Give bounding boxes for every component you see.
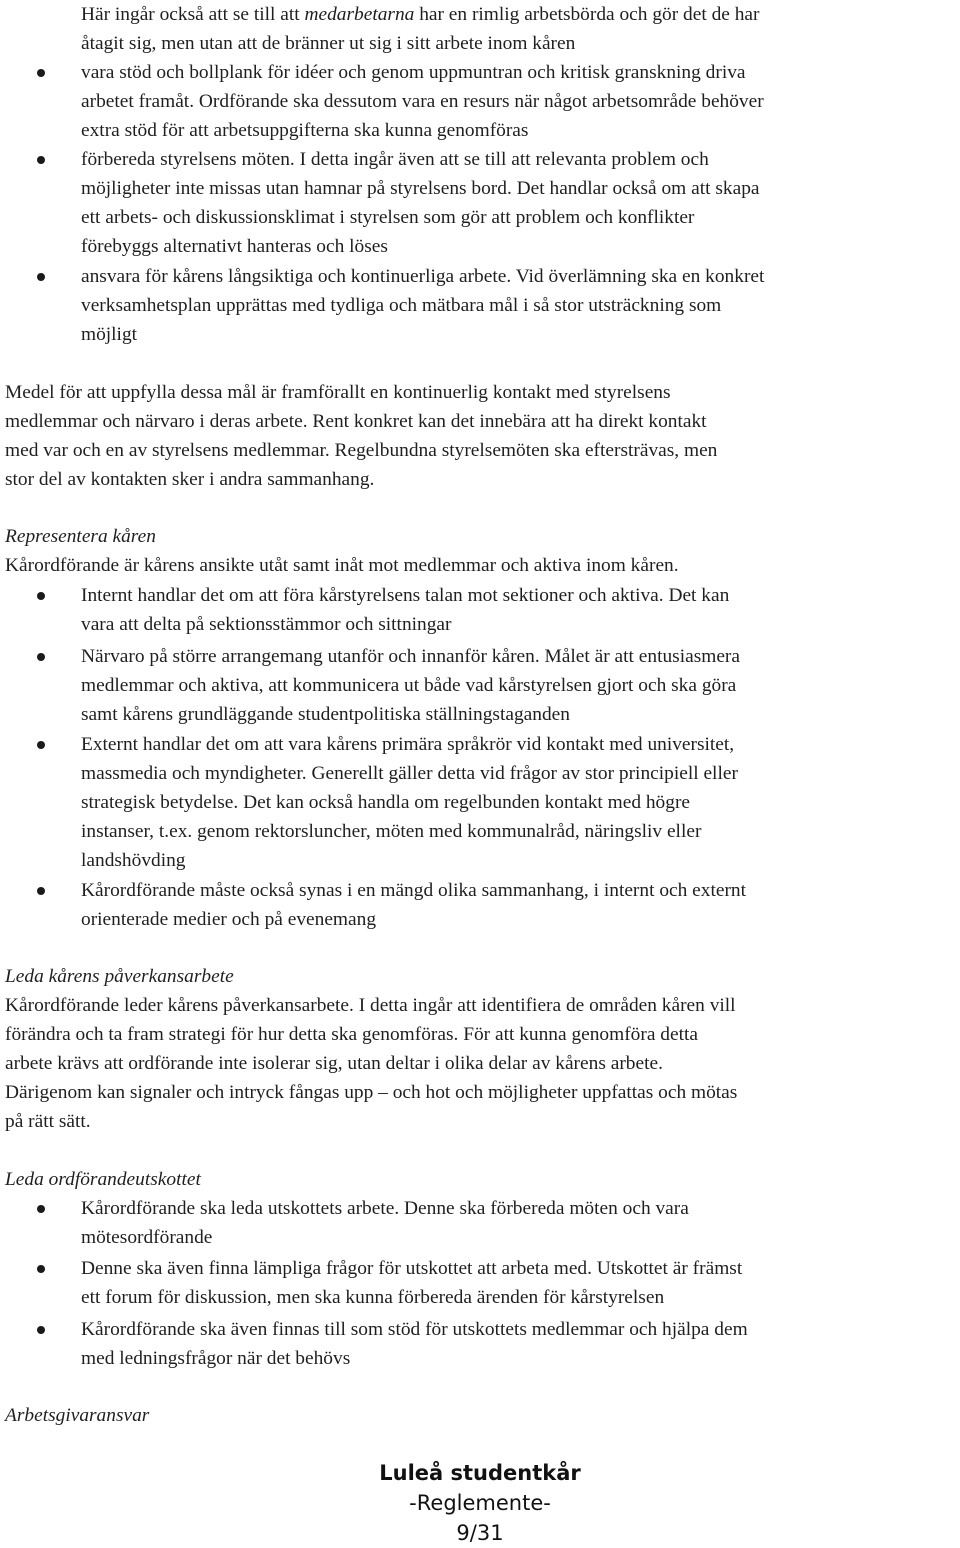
footer-organization: Luleå studentkår xyxy=(379,1461,581,1485)
bullet-icon xyxy=(37,1205,45,1213)
heading-leda-paverkansarbete: Leda kårens påverkansarbete xyxy=(5,966,234,987)
bullet-icon xyxy=(37,156,45,164)
bullet-icon xyxy=(37,741,45,749)
bullet-item: ansvara för kårens långsiktiga och kontinuerliga arbete. Vid överlämning ska en konkret verksamhetsplan upprättas med tydliga och mätbara mål i så stor utsträckning som möjligt xyxy=(81,262,957,349)
bullet-item: Kårordförande måste också synas i en mängd olika sammanhang, i internt och externt orienterade medier och på evenemang xyxy=(81,876,957,934)
bullet-item: Internt handlar det om att föra kårstyrelsens talan mot sektioner och aktiva. Det kan vara att delta på sektionsstämmor och sittningar xyxy=(81,581,957,639)
paragraph-medel: Medel för att uppfylla dessa mål är framförallt en kontinuerlig kontakt med styrelsens medlemmar och närvaro i deras arbete. Rent konkret kan det innebära att ha direkt kontakt med var och en av styrelsens medlemmar. Regelbundna styrelsemöten ska eftersträvas, men stor del av kontakten sker i andra sammanhang. xyxy=(5,382,718,490)
bullet-icon xyxy=(37,653,45,661)
bullet-item: Denne ska även finna lämpliga frågor för utskottet att arbeta med. Utskottet är främst ett forum för diskussion, men ska kunna förbereda ärenden för kårstyrelsen xyxy=(81,1254,957,1312)
representera-lead: Kårordförande är kårens ansikte utåt samt inåt mot medlemmar och aktiva inom kåren. xyxy=(5,555,679,576)
bullet-item: förbereda styrelsens möten. I detta ingår även att se till att relevanta problem och möjligheter inte missas utan hamnar på styrelsens bord. Det handlar också om att skapa ett arbets- och diskussionsklimat i styrelsen som gör att problem och konflikter förebyggs alternativt hanteras och löses xyxy=(81,145,957,261)
bullet-icon xyxy=(37,69,45,77)
page-footer xyxy=(0,1458,960,1548)
heading-leda-ordforandeutskottet: Leda ordförandeutskottet xyxy=(5,1169,201,1190)
footer-page-number: 9/31 xyxy=(456,1521,504,1545)
bullet-icon xyxy=(37,887,45,895)
heading-representera-karen: Representera kåren xyxy=(5,526,156,547)
paragraph-paverkan: Kårordförande leder kårens påverkansarbete. I detta ingår att identifiera de områden kåren vill förändra och ta fram strategi för hur detta ska genomföras. För att kunna genomföra detta arbete krävs att ordförande inte isolerar sig, utan deltar i olika delar av kårens arbete. Därigenom kan signaler och intryck fångas upp – och hot och möjligheter uppfattas och mötas på rätt sätt. xyxy=(5,995,738,1132)
intro-line-2: åtagit sig, men utan att de bränner ut sig i sitt arbete inom kåren xyxy=(81,33,576,54)
bullet-item: Kårordförande ska även finnas till som stöd för utskottets medlemmar och hjälpa dem med ledningsfrågor när det behövs xyxy=(81,1315,957,1373)
bullet-item: Kårordförande ska leda utskottets arbete. Denne ska förbereda möten och vara mötesordförande xyxy=(81,1194,957,1252)
footer-document-title: -Reglemente- xyxy=(409,1491,551,1515)
emphasis-medarbetarna: medarbetarna xyxy=(304,4,415,25)
bullet-icon xyxy=(37,592,45,600)
bullet-item: vara stöd och bollplank för idéer och genom uppmuntran och kritisk granskning driva arbetet framåt. Ordförande ska dessutom vara en resurs när något arbetsområde behöver extra stöd för att arbetsuppgifterna ska kunna genomföras xyxy=(81,58,957,145)
bullet-item: Externt handlar det om att vara kårens primära språkrör vid kontakt med universitet, massmedia och myndigheter. Generellt gäller detta vid frågor av stor principiell eller strategisk betydelse. Det kan också handla om regelbunden kontakt med högre instanser, t.ex. genom rektorsluncher, möten med kommunalråd, näringsliv eller landshövding xyxy=(81,730,957,875)
bullet-item: Närvaro på större arrangemang utanför och innanför kåren. Målet är att entusiasmera medlemmar och aktiva, att kommunicera ut både vad kårstyrelsen gjort och ska göra samt kårens grundläggande studentpolitiska ställningstaganden xyxy=(81,642,957,729)
intro-line-1: Här ingår också att se till att medarbetarna har en rimlig arbetsbörda och gör det de har xyxy=(81,4,760,25)
bullet-icon xyxy=(37,273,45,281)
bullet-icon xyxy=(37,1326,45,1334)
bullet-icon xyxy=(37,1265,45,1273)
heading-arbetsgivaransvar: Arbetsgivaransvar xyxy=(5,1405,150,1426)
intro-continuation xyxy=(81,0,957,58)
